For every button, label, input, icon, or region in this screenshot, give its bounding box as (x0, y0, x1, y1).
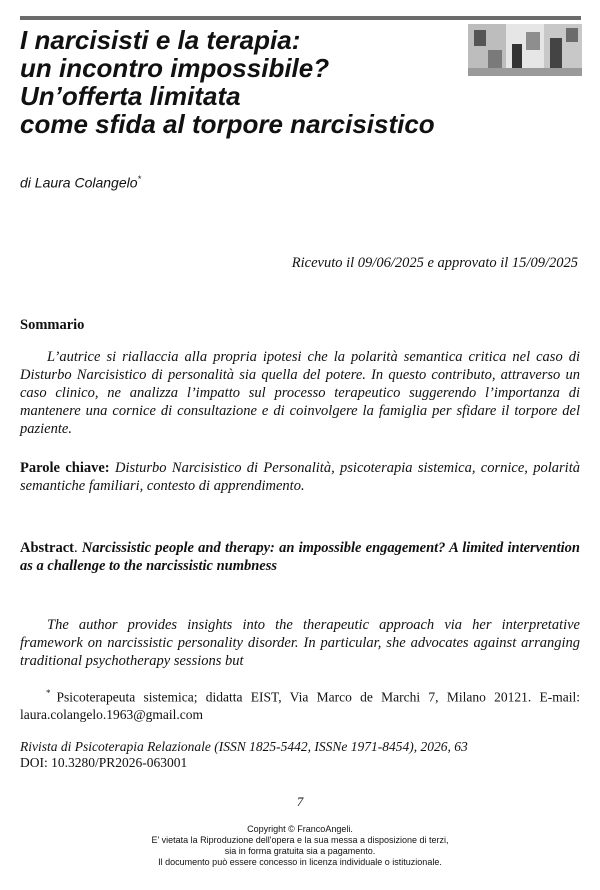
abstract-heading: Abstract. Narcissistic people and therapy: an impossible engagement? A limited intervention as a challenge to the narcissistic numbness (20, 540, 580, 574)
header-rule (20, 16, 581, 20)
author-footnote-mark: * (137, 174, 142, 184)
copyright-line: sia in forma gratuita sia a pagamento. (224, 846, 376, 856)
received-date: Ricevuto il 09/06/2025 e approvato il 15/09/2025 (291, 255, 578, 271)
title-line: un incontro impossibile? (20, 53, 330, 83)
author-line (20, 174, 141, 191)
article-title (20, 26, 560, 138)
abstract-label: Abstract (20, 540, 74, 556)
footnote (20, 685, 580, 723)
journal-citation: Rivista di Psicoterapia Relazionale (ISSN 1825-5442, ISSNe 1971-8454), 2026, 63 (20, 739, 468, 754)
abstract-title: Narcissistic people and therapy: an impossible engagement? A limited intervention as a challenge to the narcissistic numbness (20, 540, 580, 574)
journal-info (20, 739, 580, 771)
journal-doi: DOI: 10.3280/PR2026-063001 (20, 755, 188, 770)
abstract-text: The author provides insights into the therapeutic approach via her interpretative framework on narcissistic personality disorder. In particular, she advocates against arranging traditional psychotherapy sessions but (20, 617, 580, 669)
title-line: come sfida al torpore narcisistico (20, 109, 435, 139)
copyright-line: E' vietata la Riproduzione dell'opera e la sua messa a disposizione di terzi, (151, 835, 449, 845)
sommario-heading: Sommario (20, 317, 85, 333)
footnote-mark: * (46, 688, 51, 698)
author-name: di Laura Colangelo (20, 174, 138, 191)
sommario-text: L’autrice si riallaccia alla propria ipotesi che la polarità semantica critica nel caso di Disturbo Narcisistico di personalità sia quella del potere. In questo contributo, attraverso un caso clinico, ne analizza l’impatto sul processo terapeutico suggerendo l’importanza di mantenere una cornice di consultazione e di coinvolgere la famiglia per sfidare il torpore del paziente. (20, 349, 580, 437)
copyright-line: Il documento può essere concesso in licenza individuale o istituzionale. (158, 857, 442, 867)
keywords-label: Parole chiave: (20, 460, 110, 476)
title-line: I narcisisti e la terapia: (20, 25, 301, 55)
keywords-text: Disturbo Narcisistico di Personalità, psicoterapia sistemica, cornice, polarità semantiche familiari, contesto di apprendimento. (20, 460, 580, 494)
keywords (20, 459, 580, 495)
footnote-text: Psicoterapeuta sistemica; didatta EIST, Via Marco de Marchi 7, Milano 20121. E-mail: laura.colangelo.1963@gmail.com (20, 689, 580, 722)
copyright-line: Copyright © FrancoAngeli. (247, 824, 353, 834)
title-line: Un’offerta limitata (20, 81, 241, 111)
copyright-notice (0, 824, 600, 868)
page-number: 7 (296, 794, 304, 809)
